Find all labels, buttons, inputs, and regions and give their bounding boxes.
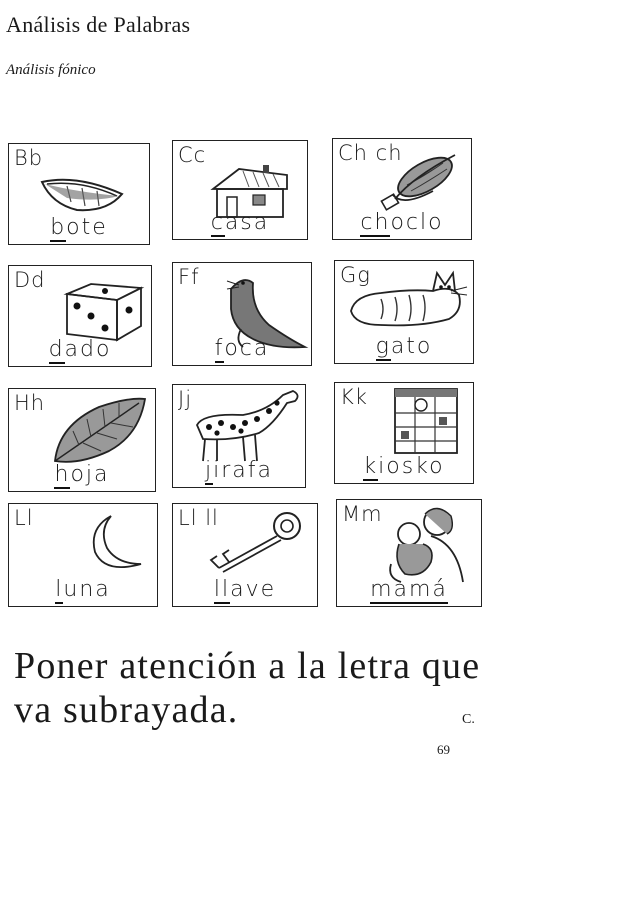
card-word [9,215,149,240]
moon-icon [81,512,151,576]
leaf-icon [49,395,149,467]
card-letters: Ff [178,265,200,289]
card-dado [8,265,152,367]
card-foca [172,262,312,366]
giraffe-icon [183,385,305,465]
card-letters: Ch ch [338,141,403,165]
card-word [337,577,481,602]
underlined-letter: ch [360,210,391,235]
card-choclo [332,138,472,240]
word-rest: amá [393,577,448,602]
underlined-letter: g [375,334,391,359]
boat-icon [37,172,127,218]
word-rest: una [63,577,111,602]
card-word [9,337,151,362]
underlined-letter: l [55,577,64,602]
instruction-text: Poner atención a la letra que va subrayada. [14,645,481,731]
mother-child-icon [371,504,471,584]
card-letters: Jj [178,387,193,411]
card-letters: Hh [14,391,46,415]
word-rest: ato [390,334,433,359]
word-rest: irafa [213,458,273,483]
card-kiosko [334,382,474,484]
dice-icon [61,280,145,342]
word-rest: ave [230,577,277,602]
card-letters: Cc [178,143,207,167]
card-letters: Gg [340,263,371,287]
word-rest: iosko [378,454,445,479]
cat-icon [341,265,471,339]
card-word [173,210,307,235]
key-icon [205,510,309,576]
card-letters: Ll ll [178,506,219,530]
word-rest: oca [224,336,270,361]
card-word [173,458,305,483]
card-word [173,336,311,361]
card-letters: Dd [14,268,46,292]
underlined-letter: d [48,337,65,362]
card-word [173,577,317,602]
page-subtitle: Análisis fónico [6,62,96,78]
card-mama [336,499,482,607]
card-letters: Kk [340,385,368,409]
page-number: 69 [437,742,450,757]
card-casa [172,140,308,240]
word-rest: asa [224,210,270,235]
kiosk-icon [391,387,461,455]
corn-icon [373,147,465,211]
card-jirafa [172,384,306,488]
word-rest: oclo [390,210,444,235]
underlined-letter: j [205,458,214,483]
card-gato [334,260,474,364]
underlined-letter: ll [213,577,231,602]
card-llave [172,503,318,607]
card-word [9,577,157,602]
card-letters: Mm [342,502,383,526]
card-bote [8,143,150,245]
underlined-letter: k [363,454,379,479]
underlined-letter: m [370,577,394,602]
underlined-letter: h [54,462,71,487]
word-rest: oja [70,462,110,487]
page-title: Análisis de Palabras [6,12,191,37]
card-luna [8,503,158,607]
underlined-letter: b [50,215,67,240]
word-rest: ote [66,215,108,240]
card-word [333,210,471,235]
card-letters: Ll [14,506,34,530]
card-hoja [8,388,156,492]
card-word [335,334,473,359]
word-rest: ado [64,337,112,362]
card-word [335,454,473,479]
underlined-letter: f [214,336,225,361]
card-letters: Bb [14,146,44,170]
author-initial: C. [462,712,475,727]
underlined-letter: c [210,210,225,235]
card-word [9,462,155,487]
